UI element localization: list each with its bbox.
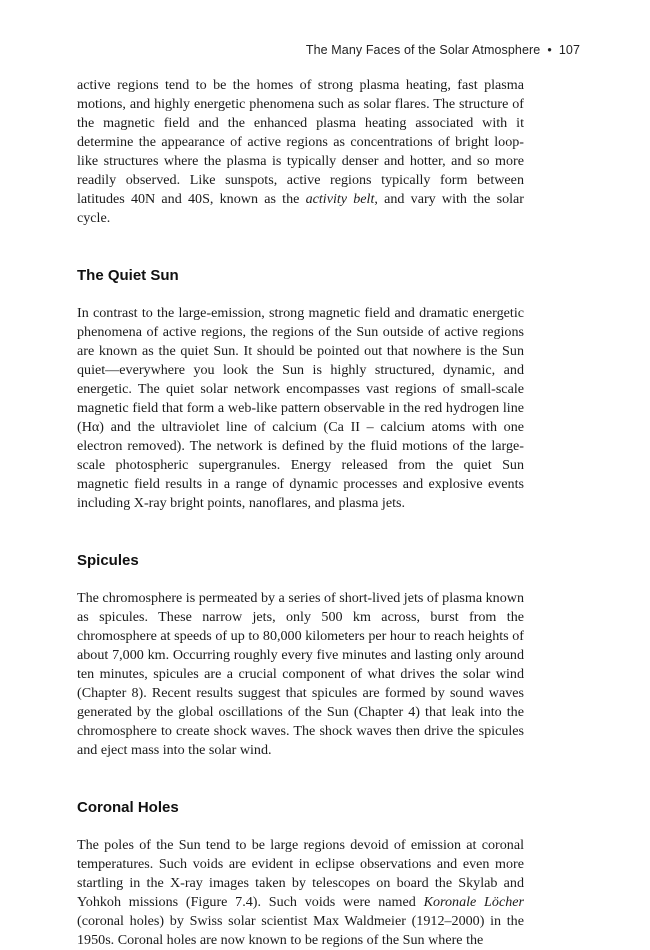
section-heading-coronal-holes: Coronal Holes [77, 799, 179, 816]
coronal-holes-paragraph [77, 836, 524, 950]
intro-text-1: active regions tend to be the homes of strong plasma heating, fast plasma motions, and highly energetic phenomena such as solar flares. The structure of the magnetic field and the enhanced plasma heating associated with it determine the appearance of active regions as concentrations of bright loop-like structures where the plasma is typically denser and hotter, and so more readily observed. Like sunspots, active regions typically form between latitudes 40N and 40S, known as the [77, 77, 524, 207]
section-heading-quiet-sun: The Quiet Sun [77, 267, 179, 284]
section-heading-spicules: Spicules [77, 552, 139, 569]
coronal-text-1: The poles of the Sun tend to be large regions devoid of emission at coronal temperatures. Such voids are evident in eclipse observations and even more startling in the X-ray images taken by telescopes on board the Skylab and Yohkoh missions (Figure 7.4). Such voids were named [77, 837, 524, 910]
coronal-emphasis: Koronale Löcher [423, 894, 524, 910]
bullet-separator: • [547, 43, 552, 57]
page-body [77, 76, 524, 950]
coronal-text-2: (coronal holes) by Swiss solar scientist Max Waldmeier (1912–2000) in the 1950s. Coronal holes are now known to be regions of the Sun where the [77, 913, 524, 948]
quiet-sun-paragraph: In contrast to the large-emission, strong magnetic field and dramatic energetic phenomena of active regions, the regions of the Sun outside of active regions are known as the quiet Sun. It should be pointed out that nowhere is the Sun quiet—everywhere you look the Sun is highly structured, dynamic, and energetic. The quiet solar network encompasses vast regions of small-scale magnetic field that form a web-like pattern observable in the red hydrogen line (Hα) and the ultraviolet line of calcium (Ca II – calcium atoms with one electron removed). The network is defined by the fluid motions of the large-scale photospheric supergranules. Energy released from the quiet Sun magnetic field results in a range of dynamic processes and explosive events including X-ray bright points, nanoflares, and plasma jets. [77, 305, 524, 511]
page-number: 107 [558, 43, 580, 57]
intro-paragraph [77, 76, 524, 228]
running-head [306, 43, 580, 57]
intro-emphasis: activity belt [305, 191, 375, 207]
running-title: The Many Faces of the Solar Atmosphere [305, 43, 541, 57]
spicules-paragraph: The chromosphere is permeated by a series of short-lived jets of plasma known as spicules. These narrow jets, only 500 km across, burst from the chromosphere at speeds of up to 80,000 kilometers per hour to reach heights of about 7,000 km. Occurring roughly every five minutes and lasting only around ten minutes, spicules are a crucial component of what drives the solar wind (Chapter 8). Recent results suggest that spicules are formed by sound waves generated by the global oscillations of the Sun (Chapter 4) that leak into the chromosphere to create shock waves. The shock waves then drive the spicules and eject mass into the solar wind. [77, 590, 524, 758]
intro-text-2: , and vary with the solar cycle. [77, 191, 524, 226]
